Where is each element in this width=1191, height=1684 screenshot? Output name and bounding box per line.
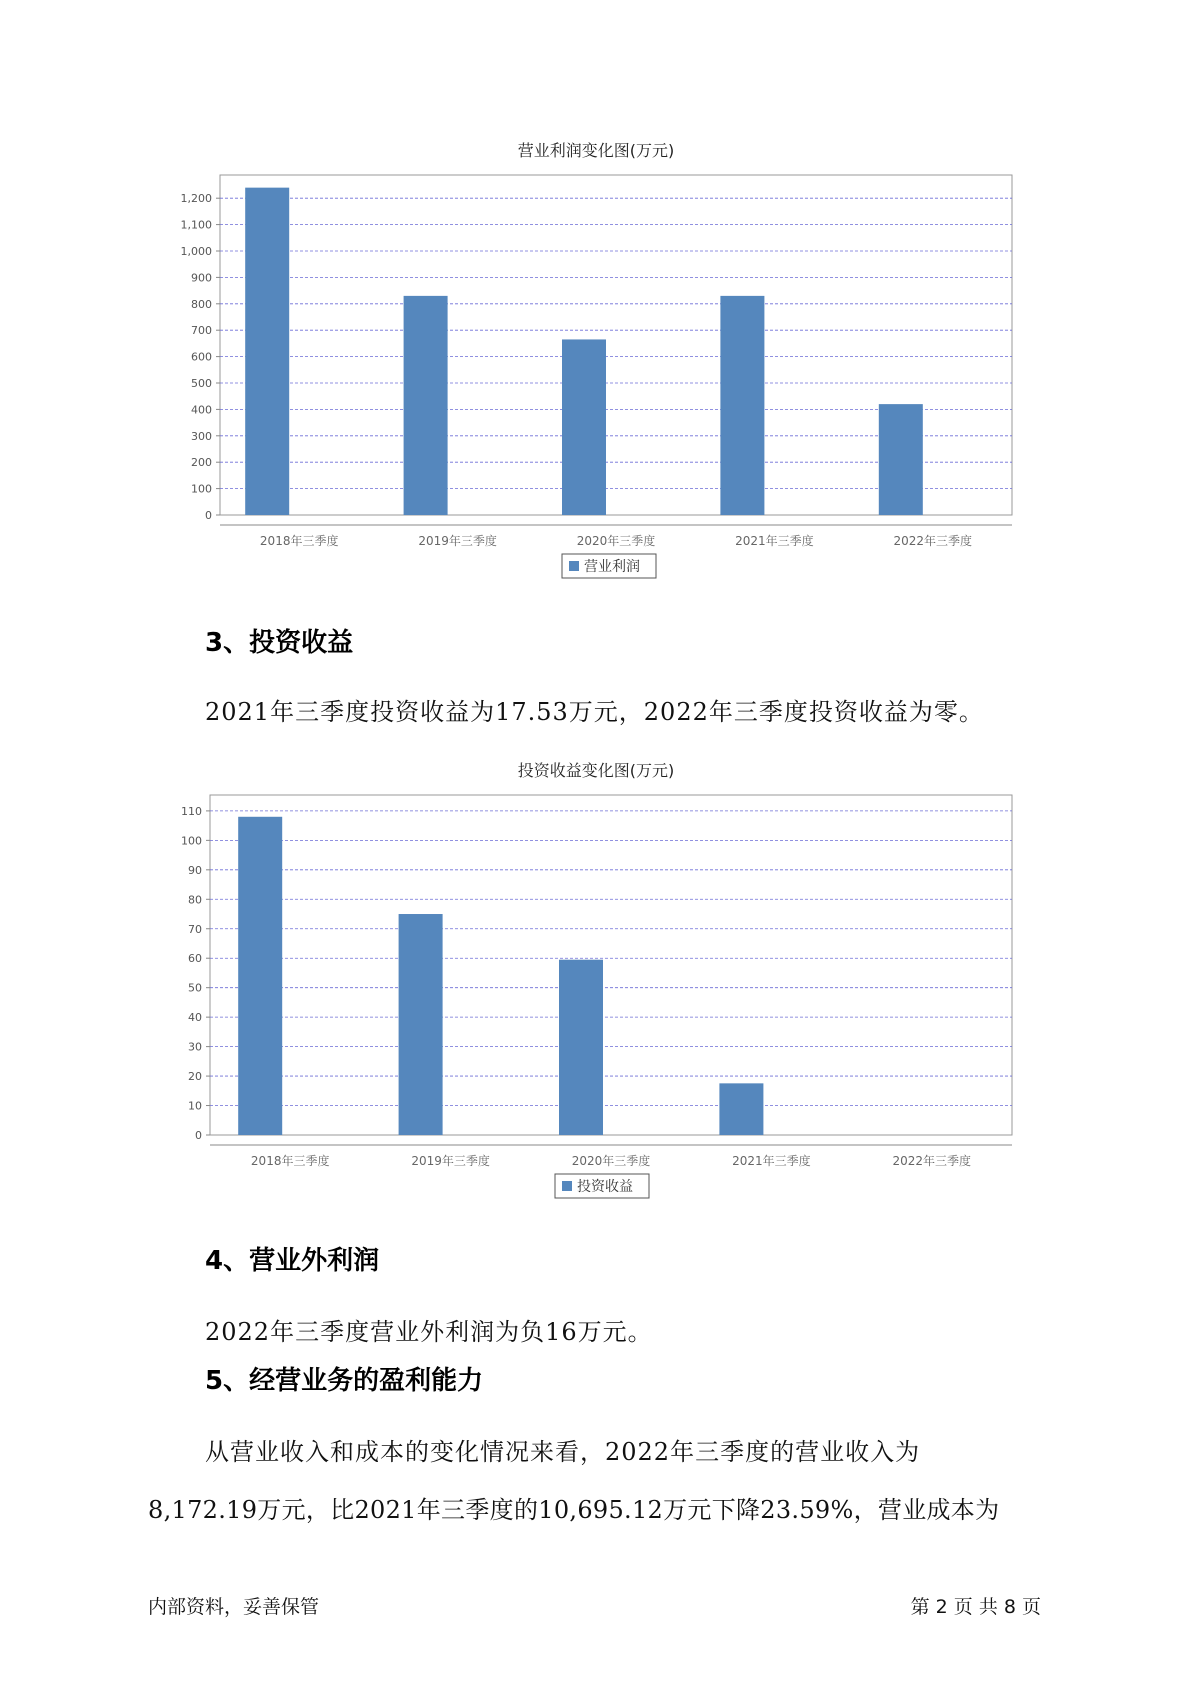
bar-2 bbox=[559, 960, 603, 1135]
y-tick-label: 1,200 bbox=[180, 192, 212, 206]
y-tick-label: 800 bbox=[191, 297, 212, 311]
y-tick-label: 10 bbox=[188, 1099, 202, 1113]
y-tick-label: 50 bbox=[188, 981, 202, 995]
section-heading-profitability: 5、经营业务的盈利能力 bbox=[205, 1366, 484, 1396]
investment-income-text: 2021年三季度投资收益为17.53万元，2022年三季度投资收益为零。 bbox=[205, 698, 984, 726]
y-tick-label: 90 bbox=[188, 863, 202, 877]
investment-income-chart bbox=[0, 750, 1191, 1220]
y-tick-label: 300 bbox=[191, 429, 212, 443]
non-operating-profit-text: 2022年三季度营业外利润为负16万元。 bbox=[205, 1318, 653, 1346]
legend-label: 投资收益 bbox=[577, 1179, 633, 1195]
y-tick-label: 20 bbox=[188, 1070, 202, 1084]
x-category-label: 2019年三季度 bbox=[411, 1154, 490, 1168]
chart-title: 投资收益变化图(万元) bbox=[517, 761, 675, 780]
y-tick-label: 700 bbox=[191, 324, 212, 338]
plot-area bbox=[210, 795, 1012, 1135]
x-category-label: 2021年三季度 bbox=[732, 1154, 811, 1168]
x-category-label: 2018年三季度 bbox=[259, 534, 339, 548]
operating-profit-chart bbox=[0, 130, 1191, 600]
y-tick-label: 900 bbox=[191, 271, 212, 285]
y-tick-label: 40 bbox=[188, 1011, 202, 1025]
bar-0 bbox=[238, 817, 282, 1135]
y-tick-label: 1,100 bbox=[180, 218, 212, 232]
y-tick-label: 0 bbox=[205, 509, 212, 522]
section-heading-non-operating-profit: 4、营业外利润 bbox=[205, 1246, 380, 1276]
y-tick-label: 200 bbox=[191, 456, 212, 470]
profitability-text-line-2: 8,172.19万元，比2021年三季度的10,695.12万元下降23.59%，营业成本为 bbox=[148, 1496, 1000, 1524]
legend-swatch bbox=[562, 1181, 572, 1191]
y-tick-label: 70 bbox=[188, 922, 202, 936]
y-tick-label: 500 bbox=[191, 377, 212, 390]
x-category-label: 2018年三季度 bbox=[250, 1154, 330, 1168]
operating-profit-chart-svg bbox=[0, 130, 1191, 600]
y-tick-label: 110 bbox=[181, 804, 202, 818]
y-tick-label: 600 bbox=[191, 350, 212, 364]
footer-confidential-note: 内部资料，妥善保管 bbox=[148, 1596, 320, 1618]
bar-1 bbox=[404, 296, 448, 515]
y-tick-label: 400 bbox=[191, 403, 212, 417]
y-tick-label: 100 bbox=[181, 834, 202, 848]
footer-page-number: 第 2 页 共 8 页 bbox=[910, 1596, 1041, 1618]
x-category-label: 2020年三季度 bbox=[571, 1154, 651, 1168]
chart-legend bbox=[562, 554, 656, 578]
bar-3 bbox=[720, 296, 764, 515]
chart-title: 营业利润变化图(万元) bbox=[517, 141, 675, 160]
chart-legend bbox=[555, 1174, 649, 1198]
bar-2 bbox=[562, 339, 606, 515]
x-category-label: 2021年三季度 bbox=[735, 534, 814, 548]
bar-4 bbox=[879, 404, 923, 515]
x-category-label: 2020年三季度 bbox=[576, 534, 656, 548]
bar-3 bbox=[719, 1083, 763, 1135]
y-tick-label: 1,000 bbox=[180, 245, 212, 258]
section-heading-investment-income: 3、投资收益 bbox=[205, 628, 354, 658]
y-tick-label: 100 bbox=[191, 482, 212, 496]
legend-swatch bbox=[569, 561, 579, 571]
x-category-label: 2022年三季度 bbox=[892, 1154, 972, 1168]
y-tick-label: 80 bbox=[188, 893, 202, 907]
x-category-label: 2019年三季度 bbox=[418, 534, 497, 548]
y-tick-label: 60 bbox=[188, 952, 202, 966]
bar-1 bbox=[399, 914, 443, 1135]
y-tick-label: 0 bbox=[195, 1129, 202, 1142]
investment-income-chart-svg bbox=[0, 750, 1191, 1220]
profitability-text-line-1: 从营业收入和成本的变化情况来看，2022年三季度的营业收入为 bbox=[205, 1438, 921, 1466]
legend-label: 营业利润 bbox=[584, 559, 640, 575]
x-category-label: 2022年三季度 bbox=[893, 534, 973, 548]
bar-0 bbox=[245, 188, 289, 515]
y-tick-label: 30 bbox=[188, 1040, 202, 1054]
